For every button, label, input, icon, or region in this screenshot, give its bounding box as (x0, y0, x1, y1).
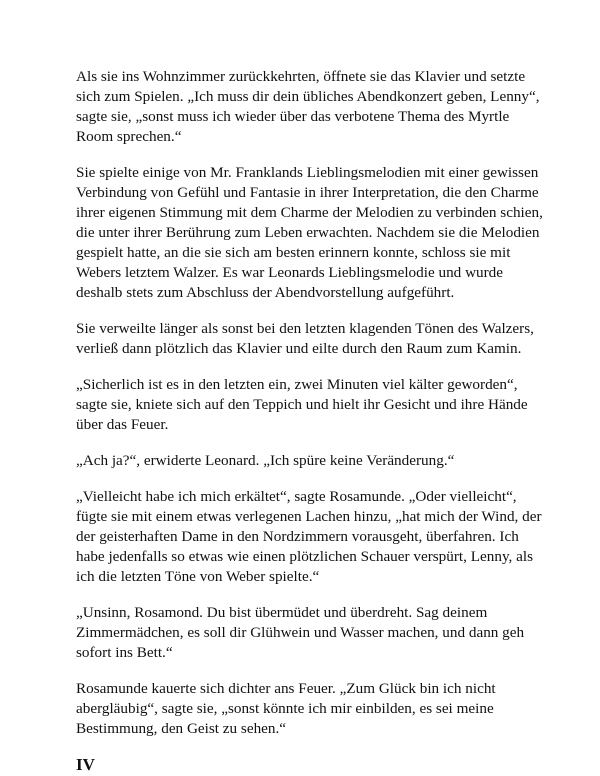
chapter-heading: IV (76, 755, 95, 774)
paragraph: „Ach ja?“, erwiderte Leonard. „Ich spüre keine Veränderung.“ (76, 452, 455, 469)
paragraph: Rosamunde kauerte sich dichter ans Feuer. „Zum Glück bin ich nicht abergläubig“, sagte sie, „sonst könnte ich mir einbilden, es sei meine Bestimmung, den Geist zu sehen.“ (76, 680, 496, 737)
paragraph: „Sicherlich ist es in den letzten ein, zwei Minuten viel kälter geworden“, sagte sie, kniete sich auf den Teppich und hielt ihr Gesicht und ihre Hände über das Feuer. (76, 376, 528, 433)
paragraph: „Unsinn, Rosamond. Du bist übermüdet und überdreht. Sag deinem Zimmermädchen, es soll dir Glühwein und Wasser machen, und dann geh sofort ins Bett.“ (76, 604, 525, 661)
paragraph: Als sie ins Wohnzimmer zurückkehrten, öffnete sie das Klavier und setzte sich zum Spielen. „Ich muss dir dein übliches Abendkonzert geben, Lenny“, sagte sie, „sonst muss ich wieder über das verbotene Thema des Myrtle Room sprechen.“ (76, 68, 540, 145)
paragraph: „Vielleicht habe ich mich erkältet“, sagte Rosamunde. „Oder vielleicht“, fügte sie mit einem etwas verlegenen Lachen hinzu, „hat mich der Wind, der der geisterhaften Dame in den Nordzimmern vorausgeht, überfahren. Ich habe jedenfalls so etwas wie einen plötzlichen Schauer verspürt, Lenny, als ich die letzten Töne von Weber spielte.“ (76, 488, 542, 585)
document-page (76, 67, 546, 775)
paragraph: Sie spielte einige von Mr. Franklands Lieblingsmelodien mit einer gewissen Verbindung von Gefühl und Fantasie in ihrer Interpretation, die den Charme ihrer eigenen Stimmung mit dem Charme der Melodien zu verbinden schien, die unter ihrer Berührung zum Leben erwachten. Nachdem sie die Melodien gespielt hatte, an die sie sich am besten erinnern konnte, schloss sie mit Webers letztem Walzer. Es war Leonards Lieblingsmelodie und wurde deshalb stets zum Abschluss der Abendvorstellung aufgeführt. (76, 164, 543, 301)
paragraph: Sie verweilte länger als sonst bei den letzten klagenden Tönen des Walzers, verließ dann plötzlich das Klavier und eilte durch den Raum zum Kamin. (76, 320, 534, 357)
